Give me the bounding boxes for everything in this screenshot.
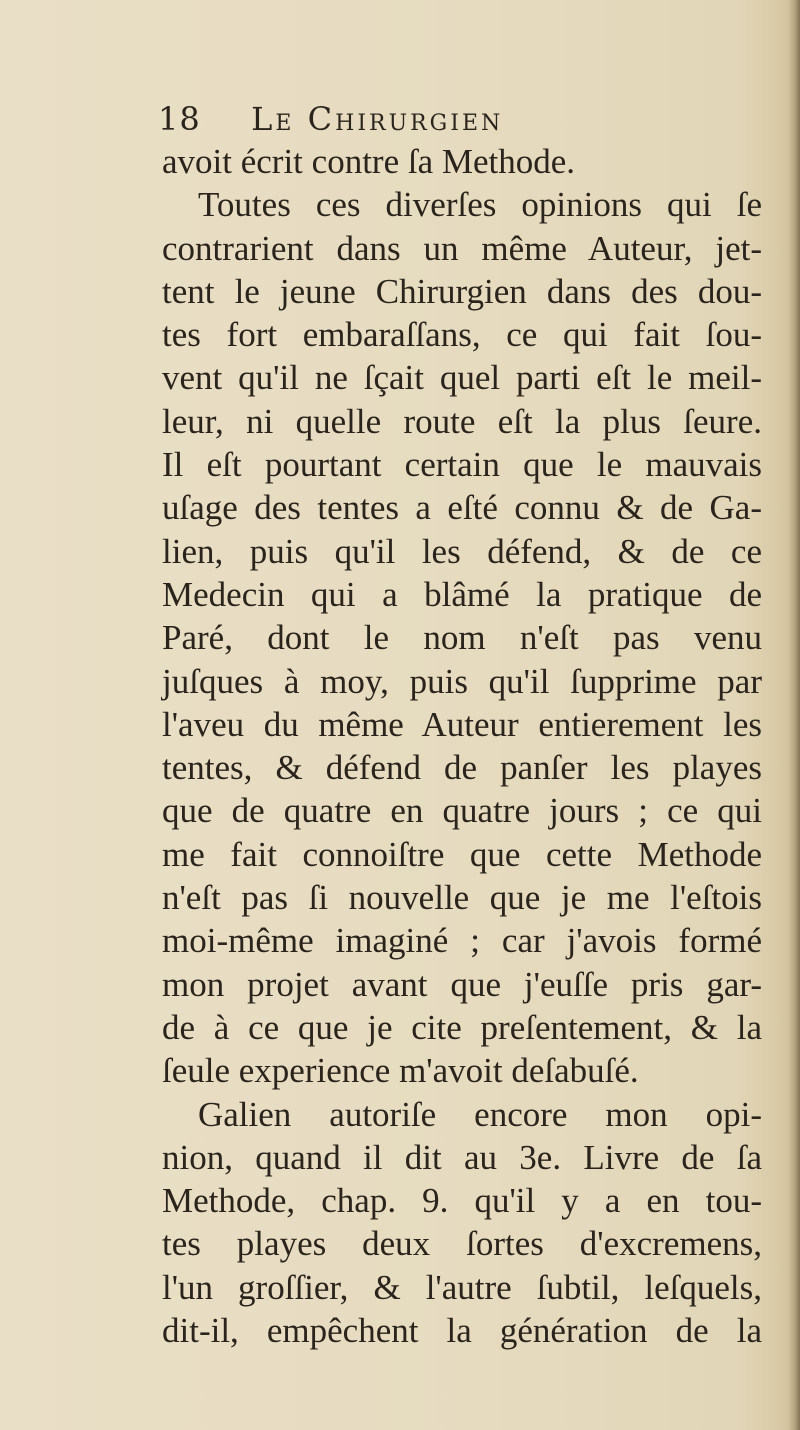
text-line: dit-il, empêchent la génération de la bbox=[162, 1311, 762, 1351]
text-line: tes fort embaraſſans, ce qui fait ſou- bbox=[162, 315, 762, 355]
page-header bbox=[158, 100, 758, 138]
text-line: avoit écrit contre ſa Methode. bbox=[162, 142, 576, 181]
text-line: n'eſt pas ſi nouvelle que je me l'eſtois bbox=[162, 878, 762, 918]
running-title: Le Chirurgien bbox=[251, 100, 504, 138]
page-edge-shadow bbox=[788, 0, 800, 1430]
text-line: Medecin qui a blâmé la pratique de bbox=[162, 574, 762, 614]
text-line: juſques à moy, puis qu'il ſupprime par bbox=[162, 661, 762, 701]
text-line: Il eſt pourtant certain que le mauvais bbox=[162, 445, 762, 485]
text-line: que de quatre en quatre jours ; ce qui bbox=[162, 791, 762, 831]
text-line: me fait connoiſtre que cette Methode bbox=[162, 834, 762, 874]
body-text bbox=[162, 140, 762, 1352]
text-line: lien, puis qu'il les défend, & de ce bbox=[162, 531, 762, 571]
text-line: mon projet avant que j'euſſe pris gar- bbox=[162, 964, 762, 1004]
text-line: tentes, & défend de panſer les playes bbox=[162, 748, 762, 788]
text-line: Paré, dont le nom n'eſt pas venu bbox=[162, 618, 762, 658]
text-line: Toutes ces diverſes opinions qui ſe bbox=[198, 185, 762, 225]
text-line: contrarient dans un même Auteur, jet- bbox=[162, 228, 762, 268]
text-line: l'aveu du même Auteur entierement les bbox=[162, 704, 762, 744]
text-line: Galien autoriſe encore mon opi- bbox=[198, 1094, 762, 1134]
text-line: leur, ni quelle route eſt la plus ſeure. bbox=[162, 401, 762, 441]
text-line: tes playes deux ſortes d'excremens, bbox=[162, 1224, 762, 1264]
text-line: moi-même imaginé ; car j'avois formé bbox=[162, 921, 762, 961]
text-line: Methode, chap. 9. qu'il y a en tou- bbox=[162, 1181, 762, 1221]
text-line: vent qu'il ne ſçait quel parti eſt le meil- bbox=[162, 358, 762, 398]
text-line: ſeule experience m'avoit deſabuſé. bbox=[162, 1051, 639, 1091]
text-line: l'un groſſier, & l'autre ſubtil, leſquels, bbox=[162, 1267, 762, 1307]
page-number: 18 bbox=[158, 100, 201, 138]
text-line: tent le jeune Chirurgien dans des dou- bbox=[162, 271, 762, 311]
text-line: de à ce que je cite preſentement, & la bbox=[162, 1007, 762, 1047]
text-line: uſage des tentes a eſté connu & de Ga- bbox=[162, 488, 762, 528]
text-line: nion, quand il dit au 3e. Livre de ſa bbox=[162, 1137, 762, 1177]
